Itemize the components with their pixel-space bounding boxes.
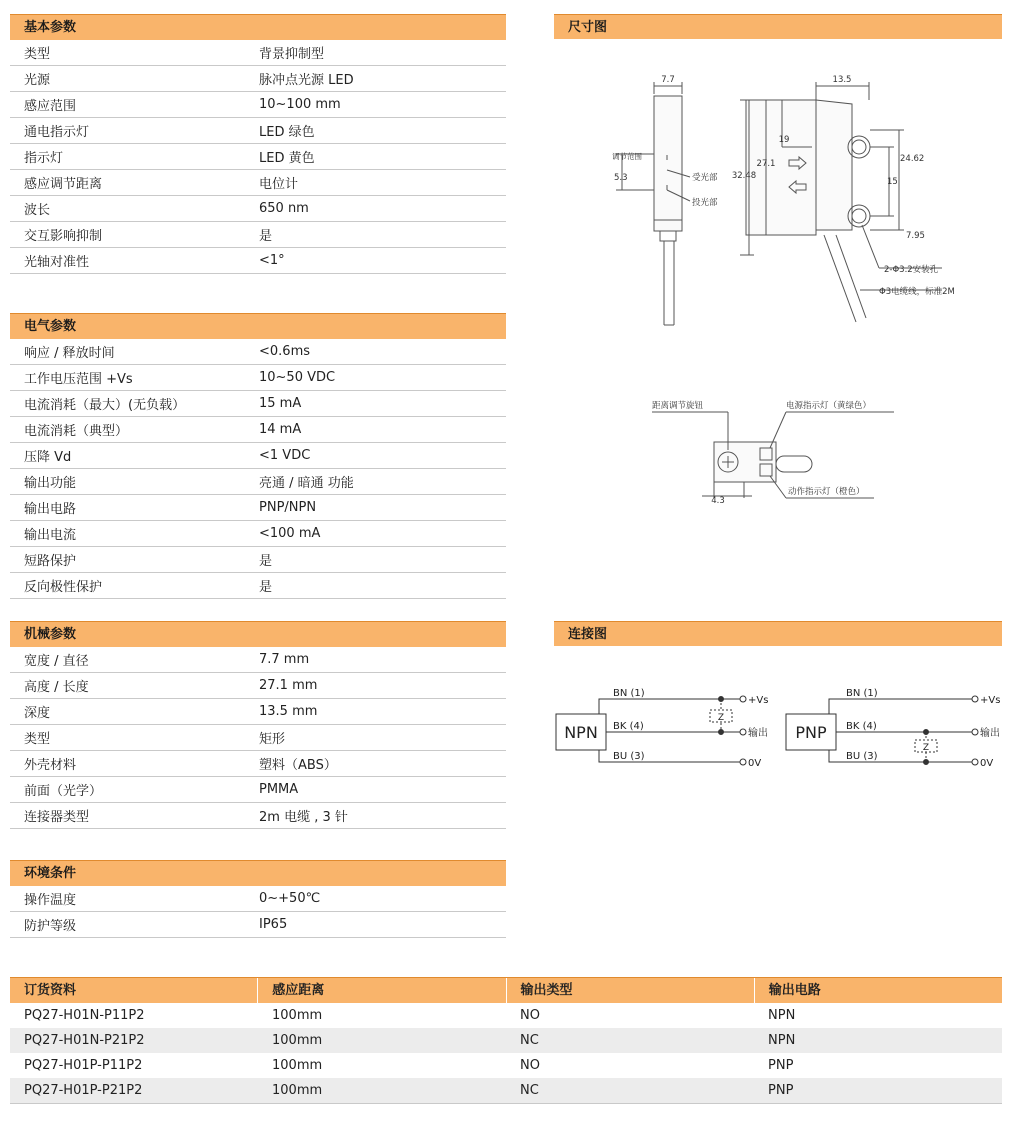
npn-0v-label: 0V xyxy=(748,758,762,769)
order-cell: PNP xyxy=(768,1058,794,1073)
param-name: 感应范围 xyxy=(24,99,77,114)
power-led-label: 电源指示灯（黄绿色） xyxy=(786,401,872,411)
mechanical-params-table xyxy=(10,621,506,829)
npn-vs-label: +Vs xyxy=(748,695,769,706)
param-name: 电流消耗（最大）(无负载） xyxy=(24,398,186,413)
receiver-label: 受光部 xyxy=(692,173,718,183)
table-row xyxy=(10,573,506,599)
pnp-bn-label: BN (1) xyxy=(846,688,878,699)
table-row xyxy=(10,196,506,222)
basic-params-table xyxy=(10,14,506,274)
table-row xyxy=(10,469,506,495)
pnp-box-label: PNP xyxy=(795,723,827,742)
param-value: 7.7 mm xyxy=(259,652,310,667)
param-value: IP65 xyxy=(259,917,288,932)
wiring-diagram xyxy=(554,680,1014,780)
param-value: 15 mA xyxy=(259,396,302,411)
param-value: 是 xyxy=(259,229,273,244)
table-row xyxy=(10,1078,1002,1104)
dim-4-3-label: 4.3 xyxy=(711,496,725,506)
param-value: <1 VDC xyxy=(259,448,311,463)
order-cell: PQ27-H01P-P21P2 xyxy=(24,1083,143,1098)
pnp-bk-label: BK (4) xyxy=(846,721,877,732)
order-table-header xyxy=(10,977,1002,1003)
order-cell: PQ27-H01N-P11P2 xyxy=(24,1008,145,1023)
dim-13-5-label: 13.5 xyxy=(832,75,852,85)
param-name: 短路保护 xyxy=(24,554,77,569)
dim-15-label: 15 xyxy=(887,177,898,187)
environment-header: 环境条件 xyxy=(10,860,506,886)
npn-bn-label: BN (1) xyxy=(613,688,645,699)
param-value: LED 绿色 xyxy=(259,125,315,140)
param-value: 电位计 xyxy=(259,177,299,192)
order-table xyxy=(10,977,1002,1104)
param-name: 感应调节距离 xyxy=(24,177,103,192)
param-value: <100 mA xyxy=(259,526,321,541)
param-name: 高度 / 长度 xyxy=(24,680,89,695)
order-cell: PNP xyxy=(768,1083,794,1098)
param-name: 光源 xyxy=(24,73,51,88)
order-cell: NC xyxy=(520,1083,539,1098)
mount-hole-label: 2-Φ3.2安装孔 xyxy=(884,265,939,275)
table-row xyxy=(10,391,506,417)
npn-bk-label: BK (4) xyxy=(613,721,644,732)
dim-5-3-label: 5.3 xyxy=(614,173,628,183)
order-cell: NPN xyxy=(768,1033,796,1048)
order-cell: NPN xyxy=(768,1008,796,1023)
param-name: 宽度 / 直径 xyxy=(24,654,89,669)
param-value: 脉冲点光源 LED xyxy=(259,73,354,88)
table-row xyxy=(10,1028,1002,1053)
param-value: 亮通 / 暗通 功能 xyxy=(259,476,354,491)
pnp-out-label: 输出 xyxy=(980,728,1000,739)
param-name: 输出电路 xyxy=(24,502,77,517)
param-value: <0.6ms xyxy=(259,344,311,359)
param-value: 10~100 mm xyxy=(259,97,341,112)
npn-out-label: 输出 xyxy=(748,728,768,739)
param-name: 连接器类型 xyxy=(24,810,90,825)
table-row xyxy=(10,547,506,573)
param-name: 工作电压范围 +Vs xyxy=(24,372,133,387)
order-cell: PQ27-H01N-P21P2 xyxy=(24,1033,145,1048)
table-row xyxy=(10,803,506,829)
order-cell: 100mm xyxy=(272,1033,323,1048)
table-row xyxy=(10,365,506,391)
table-row xyxy=(10,118,506,144)
param-name: 波长 xyxy=(24,203,51,218)
cable-label: Φ3电缆线，标准2M xyxy=(879,287,955,297)
param-value: 是 xyxy=(259,554,273,569)
table-row xyxy=(10,339,506,365)
pnp-0v-label: 0V xyxy=(980,758,994,769)
table-row xyxy=(10,66,506,92)
dimensions-header: 尺寸图 xyxy=(554,14,1002,39)
table-row xyxy=(10,886,506,912)
order-cell: 100mm xyxy=(272,1058,323,1073)
npn-load-label: Z xyxy=(717,713,725,723)
knob-label: 距离调节旋钮 xyxy=(652,401,704,411)
param-name: 输出电流 xyxy=(24,528,77,543)
table-row xyxy=(10,1003,1002,1028)
dim-7-7-label: 7.7 xyxy=(661,75,675,85)
table-row xyxy=(10,248,506,274)
param-value: 是 xyxy=(259,580,273,595)
dim-27-1-label: 27.1 xyxy=(756,159,776,169)
param-name: 操作温度 xyxy=(24,893,77,908)
table-row xyxy=(10,443,506,469)
dim-7-95-label: 7.95 xyxy=(906,231,925,241)
wiring-header: 连接图 xyxy=(554,621,1002,646)
order-cell: 100mm xyxy=(272,1008,323,1023)
param-name: 响应 / 释放时间 xyxy=(24,346,115,361)
npn-bu-label: BU (3) xyxy=(613,751,645,762)
order-col-distance: 感应距离 xyxy=(258,978,506,1003)
param-name: 深度 xyxy=(24,706,51,721)
table-row xyxy=(10,417,506,443)
table-row xyxy=(10,751,506,777)
order-cell: PQ27-H01P-P11P2 xyxy=(24,1058,143,1073)
param-value: 13.5 mm xyxy=(259,704,318,719)
param-value: 矩形 xyxy=(259,732,286,747)
param-name: 通电指示灯 xyxy=(24,125,90,140)
table-row xyxy=(10,495,506,521)
param-value: 0~+50℃ xyxy=(259,891,321,906)
environment-table xyxy=(10,860,506,938)
param-value: PMMA xyxy=(259,782,299,797)
param-name: 交互影响抑制 xyxy=(24,229,103,244)
param-name: 输出功能 xyxy=(24,476,77,491)
electrical-params-table xyxy=(10,313,506,599)
order-cell: 100mm xyxy=(272,1083,323,1098)
mechanical-params-header: 机械参数 xyxy=(10,621,506,647)
dimension-drawing xyxy=(554,70,1014,520)
param-value: 10~50 VDC xyxy=(259,370,336,385)
table-row xyxy=(10,144,506,170)
table-row xyxy=(10,40,506,66)
emitter-label: 投光部 xyxy=(692,198,718,208)
order-cell: NC xyxy=(520,1033,539,1048)
table-row xyxy=(10,647,506,673)
param-name: 压降 Vd xyxy=(24,450,72,465)
table-row xyxy=(10,912,506,938)
param-value: LED 黄色 xyxy=(259,151,315,166)
order-cell: NO xyxy=(520,1058,540,1073)
table-row xyxy=(10,92,506,118)
param-value: 27.1 mm xyxy=(259,678,318,693)
order-col-model: 订货资料 xyxy=(10,978,258,1003)
npn-box-label: NPN xyxy=(564,723,598,742)
table-row xyxy=(10,521,506,547)
pnp-bu-label: BU (3) xyxy=(846,751,878,762)
param-name: 外壳材料 xyxy=(24,758,77,773)
param-name: 类型 xyxy=(24,47,51,62)
param-name: 电流消耗（典型） xyxy=(24,424,129,439)
order-cell: NO xyxy=(520,1008,540,1023)
table-row xyxy=(10,699,506,725)
param-name: 前面（光学） xyxy=(24,784,103,799)
param-value: <1° xyxy=(259,253,285,268)
param-value: 650 nm xyxy=(259,201,309,216)
order-col-output-type: 输出类型 xyxy=(507,978,755,1003)
pnp-load-label: Z xyxy=(922,743,930,753)
table-row xyxy=(10,725,506,751)
adjust-range-label: 调节范围 xyxy=(612,152,642,161)
electrical-params-header: 电气参数 xyxy=(10,313,506,339)
param-value: 塑料（ABS） xyxy=(259,758,337,773)
param-value: PNP/NPN xyxy=(259,500,317,515)
param-name: 防护等级 xyxy=(24,919,77,934)
param-value: 14 mA xyxy=(259,422,302,437)
order-col-output-circuit: 输出电路 xyxy=(768,983,821,998)
param-name: 类型 xyxy=(24,732,51,747)
dim-19-label: 19 xyxy=(778,135,790,145)
table-row xyxy=(10,222,506,248)
param-name: 指示灯 xyxy=(24,151,64,166)
table-row xyxy=(10,777,506,803)
param-value: 2m 电缆 , 3 针 xyxy=(259,810,348,825)
param-name: 反向极性保护 xyxy=(24,580,103,595)
pnp-vs-label: +Vs xyxy=(980,695,1001,706)
table-row xyxy=(10,673,506,699)
param-value: 背景抑制型 xyxy=(259,47,325,62)
table-row xyxy=(10,1053,1002,1078)
table-row xyxy=(10,170,506,196)
param-name: 光轴对准性 xyxy=(24,255,90,270)
dim-24-62-label: 24.62 xyxy=(900,154,925,164)
action-led-label: 动作指示灯（橙色） xyxy=(788,487,865,497)
dim-32-48-label: 32.48 xyxy=(731,171,757,181)
basic-params-header: 基本参数 xyxy=(10,14,506,40)
